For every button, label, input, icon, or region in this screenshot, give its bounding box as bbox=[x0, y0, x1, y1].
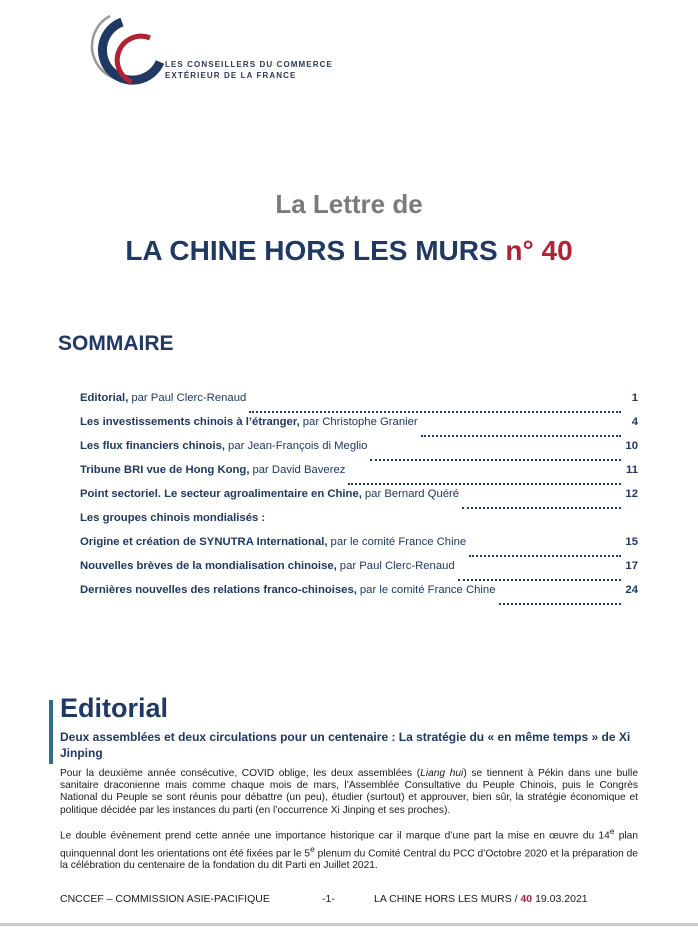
editorial-paragraph-2 bbox=[60, 825, 638, 872]
toc-leader-dots bbox=[462, 506, 621, 509]
toc-leader-dots bbox=[499, 602, 622, 605]
newsletter-name: LA CHINE HORS LES MURS bbox=[125, 235, 498, 266]
footer-page-number: -1- bbox=[322, 893, 335, 905]
organization-name bbox=[165, 59, 333, 81]
toc-item-dernieres-nouvelles[interactable] bbox=[80, 584, 638, 608]
footer-issue bbox=[374, 893, 588, 905]
p2-superscript-1: e bbox=[609, 826, 615, 836]
editorial-accent-bar bbox=[49, 700, 53, 764]
toc-leader-dots bbox=[469, 554, 621, 557]
p2-text-start: Le double évènement prend cette année une importance historique car il marque d’une part la mise en œuvre du 14 bbox=[60, 830, 610, 842]
sommaire-heading: SOMMAIRE bbox=[58, 332, 174, 355]
toc-item-synutra[interactable] bbox=[80, 536, 638, 560]
newsletter-title-line-1: La Lettre de bbox=[275, 189, 423, 219]
footer-commission: CNCCEF – COMMISSION ASIE-PACIFIQUE bbox=[60, 893, 270, 905]
toc-item-page: 24 bbox=[625, 584, 638, 596]
toc-item-author: par Jean-François di Meglio bbox=[228, 440, 368, 452]
toc-item-author: par Bernard Quéré bbox=[364, 488, 460, 500]
toc-leader-dots bbox=[458, 578, 621, 581]
toc-item-title: Les flux financiers chinois, bbox=[80, 440, 226, 452]
editorial-subtitle: Deux assemblées et deux circulations pour un centenaire : La stratégie du « en même temps » de Xi Jinping bbox=[60, 730, 631, 760]
toc-item-page: 4 bbox=[631, 416, 638, 428]
toc-item-page: 12 bbox=[625, 488, 638, 500]
footer-issue-number: 40 bbox=[520, 893, 533, 905]
toc-item-author: par David Baverez bbox=[252, 464, 346, 476]
footer-newsletter-name: LA CHINE HORS LES MURS / bbox=[374, 893, 518, 905]
newsletter-title-line-2 bbox=[0, 235, 698, 267]
p2-text-end: plenum du Comité Central du PCC d’Octobre 2020 et la préparation de la célébration du centenaire de la fondation du dit Parti en Juillet 2021. bbox=[60, 847, 638, 872]
cce-logo bbox=[80, 10, 180, 95]
toc-leader-dots bbox=[421, 434, 621, 437]
toc-item-flux-financiers[interactable] bbox=[80, 440, 638, 464]
toc-item-title: Editorial, bbox=[80, 392, 129, 404]
issue-number: n° 40 bbox=[505, 235, 573, 266]
toc-item-title: Tribune BRI vue de Hong Kong, bbox=[80, 464, 250, 476]
p2-superscript-2: e bbox=[310, 843, 315, 854]
toc-item-title: Nouvelles brèves de la mondialisation chinoise, bbox=[80, 560, 337, 572]
toc-leader-dots bbox=[370, 458, 621, 461]
toc-item-page: 11 bbox=[626, 464, 638, 476]
toc-section-groupes-chinois bbox=[80, 512, 638, 536]
toc-item-title: Point sectoriel. Le secteur agroalimentaire en Chine, bbox=[80, 488, 362, 500]
toc-item-page: 1 bbox=[631, 392, 638, 404]
toc-item-author: par Paul Clerc-Renaud bbox=[131, 392, 247, 404]
editorial-heading: Editorial bbox=[60, 693, 169, 723]
table-of-contents bbox=[80, 392, 638, 608]
toc-item-title: Dernières nouvelles des relations franco-chinoises, bbox=[80, 584, 357, 596]
toc-section-title: Les groupes chinois mondialisés : bbox=[80, 512, 266, 524]
toc-item-author: par Paul Clerc-Renaud bbox=[339, 560, 455, 572]
p1-italic-term: Liang hui bbox=[420, 768, 464, 779]
toc-item-title: Les investissements chinois à l’étranger, bbox=[80, 416, 300, 428]
p1-text-end: ) se tiennent à Pékin dans une bulle sanitaire draconienne mais comme chaque mois de mars, l’Assemblée Consultative du Peuple Chinois, puis le Congrès National du Peuple se sont réunis pour débattre (un peu), étudier (surtout) et approuver, bien sûr, la stratégie économique et politique décidée par les instances du parti (en l’occurrence Xi Jinping et ses proches). bbox=[60, 768, 638, 816]
p2-text-middle: plan quinquennal dont les orientations ont été fixées par le 5 bbox=[60, 830, 638, 859]
toc-item-editorial[interactable] bbox=[80, 392, 638, 416]
org-name-line-2: EXTÉRIEUR DE LA FRANCE bbox=[165, 71, 297, 80]
toc-item-title: Origine et création de SYNUTRA International, bbox=[80, 536, 328, 548]
toc-leader-dots bbox=[348, 482, 621, 485]
toc-item-author: par Christophe Granier bbox=[302, 416, 418, 428]
toc-item-author: par le comité France Chine bbox=[359, 584, 496, 596]
toc-item-page: 10 bbox=[625, 440, 638, 452]
toc-item-tribune-bri[interactable] bbox=[80, 464, 638, 488]
footer-date: 19.03.2021 bbox=[535, 893, 588, 905]
page-bottom-rule bbox=[0, 923, 698, 926]
toc-item-point-sectoriel[interactable] bbox=[80, 488, 638, 512]
editorial-paragraph-1 bbox=[60, 768, 638, 817]
toc-item-author: par le comité France Chine bbox=[330, 536, 467, 548]
toc-item-page: 17 bbox=[625, 560, 638, 572]
org-name-line-1: LES CONSEILLERS DU COMMERCE bbox=[165, 60, 333, 69]
toc-item-nouvelles-breves[interactable] bbox=[80, 560, 638, 584]
toc-item-investissements[interactable] bbox=[80, 416, 638, 440]
p1-text-start: Pour la deuxième année consécutive, COVID oblige, les deux assemblées ( bbox=[60, 768, 421, 779]
toc-leader-dots bbox=[249, 410, 621, 413]
toc-item-page: 15 bbox=[625, 536, 638, 548]
logo-arc-blue bbox=[102, 22, 160, 80]
